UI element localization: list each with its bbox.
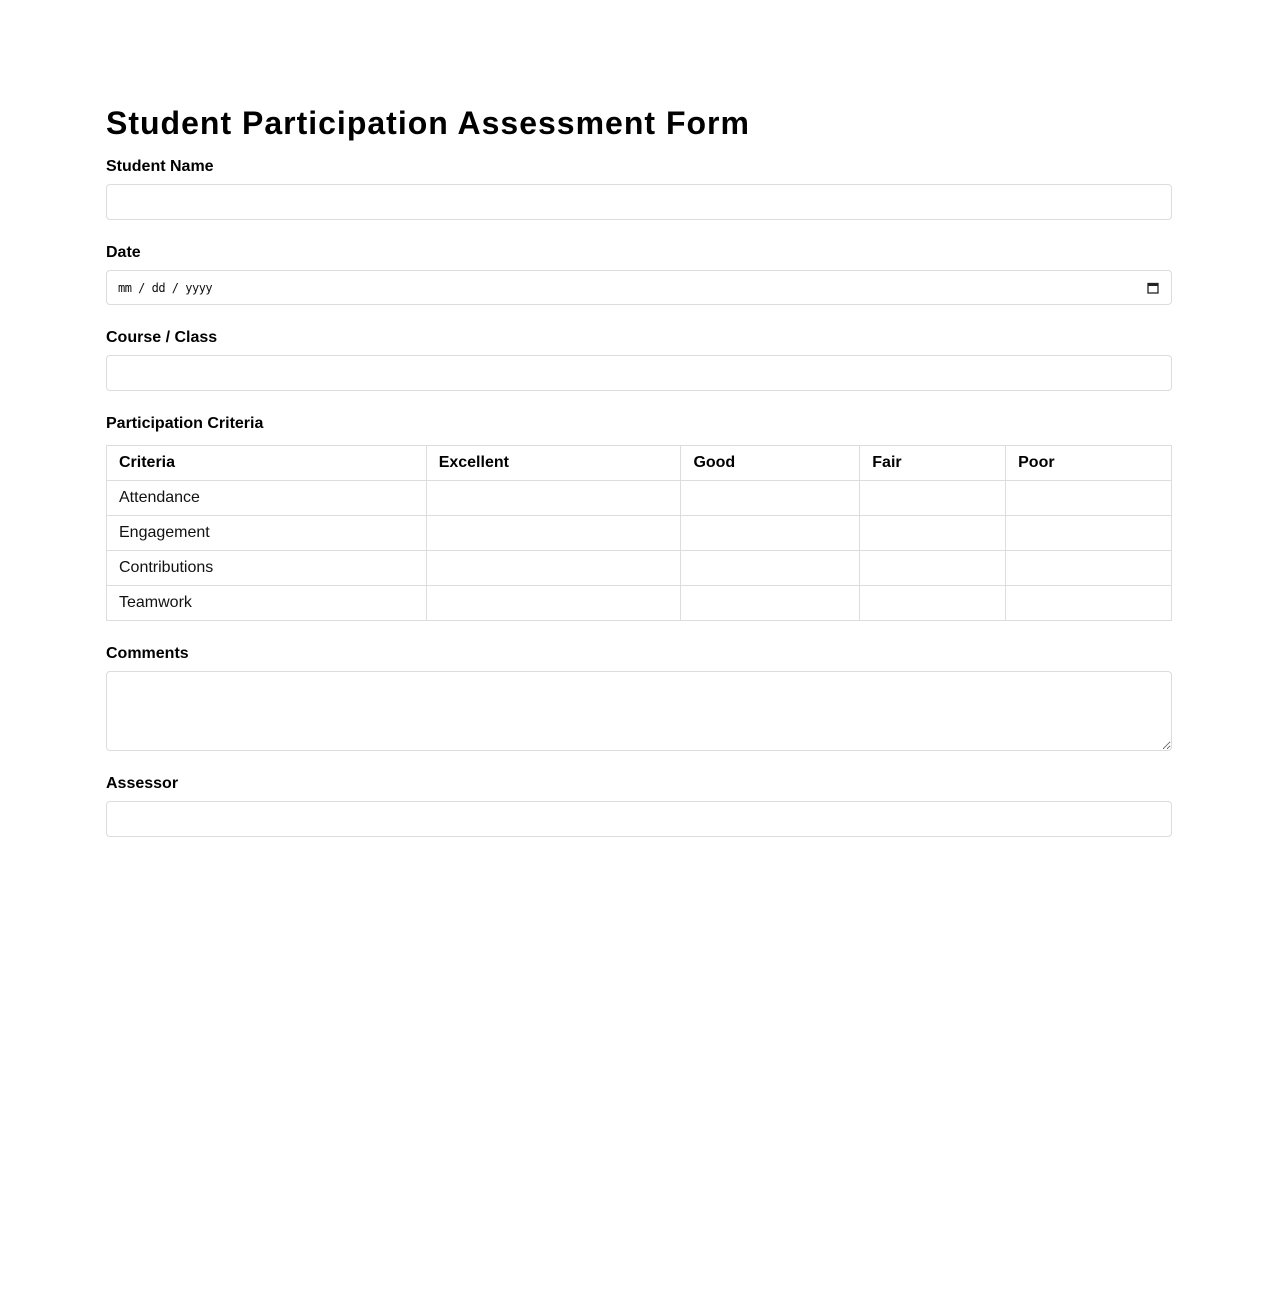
- criteria-cell: Teamwork: [107, 586, 427, 621]
- student-name-label: Student Name: [106, 158, 214, 175]
- excellent-cell[interactable]: [426, 516, 681, 551]
- comments-label: Comments: [106, 645, 189, 662]
- participation-criteria-label: Participation Criteria: [106, 415, 264, 432]
- table-row: [107, 516, 1172, 551]
- assessor-input[interactable]: [106, 801, 1172, 837]
- column-header-poor: Poor: [1006, 446, 1172, 481]
- table-header-row: [107, 446, 1172, 481]
- course-input[interactable]: [106, 355, 1172, 391]
- assessor-label: Assessor: [106, 775, 179, 792]
- good-cell[interactable]: [681, 551, 860, 586]
- calendar-icon[interactable]: [1147, 282, 1159, 294]
- column-header-excellent: Excellent: [426, 446, 681, 481]
- good-cell[interactable]: [681, 586, 860, 621]
- fair-cell[interactable]: [860, 481, 1006, 516]
- course-label: Course / Class: [106, 329, 218, 346]
- column-header-good: Good: [681, 446, 860, 481]
- table-row: [107, 481, 1172, 516]
- table-row: [107, 551, 1172, 586]
- poor-cell[interactable]: [1006, 551, 1172, 586]
- date-label: Date: [106, 244, 141, 261]
- criteria-cell: Contributions: [107, 551, 427, 586]
- poor-cell[interactable]: [1006, 516, 1172, 551]
- fair-cell[interactable]: [860, 551, 1006, 586]
- criteria-cell: Attendance: [107, 481, 427, 516]
- excellent-cell[interactable]: [426, 551, 681, 586]
- student-name-input[interactable]: [106, 184, 1172, 220]
- fair-cell[interactable]: [860, 586, 1006, 621]
- good-cell[interactable]: [681, 516, 860, 551]
- poor-cell[interactable]: [1006, 586, 1172, 621]
- page-title: Student Participation Assessment Form: [106, 105, 750, 141]
- column-header-fair: Fair: [860, 446, 1006, 481]
- column-header-criteria: Criteria: [107, 446, 427, 481]
- criteria-cell: Engagement: [107, 516, 427, 551]
- poor-cell[interactable]: [1006, 481, 1172, 516]
- criteria-table: [106, 445, 1172, 621]
- date-input[interactable]: [106, 270, 1172, 305]
- good-cell[interactable]: [681, 481, 860, 516]
- table-row: [107, 586, 1172, 621]
- fair-cell[interactable]: [860, 516, 1006, 551]
- excellent-cell[interactable]: [426, 586, 681, 621]
- excellent-cell[interactable]: [426, 481, 681, 516]
- date-placeholder: mm / dd / yyyy: [118, 280, 213, 295]
- comments-textarea[interactable]: [106, 671, 1172, 751]
